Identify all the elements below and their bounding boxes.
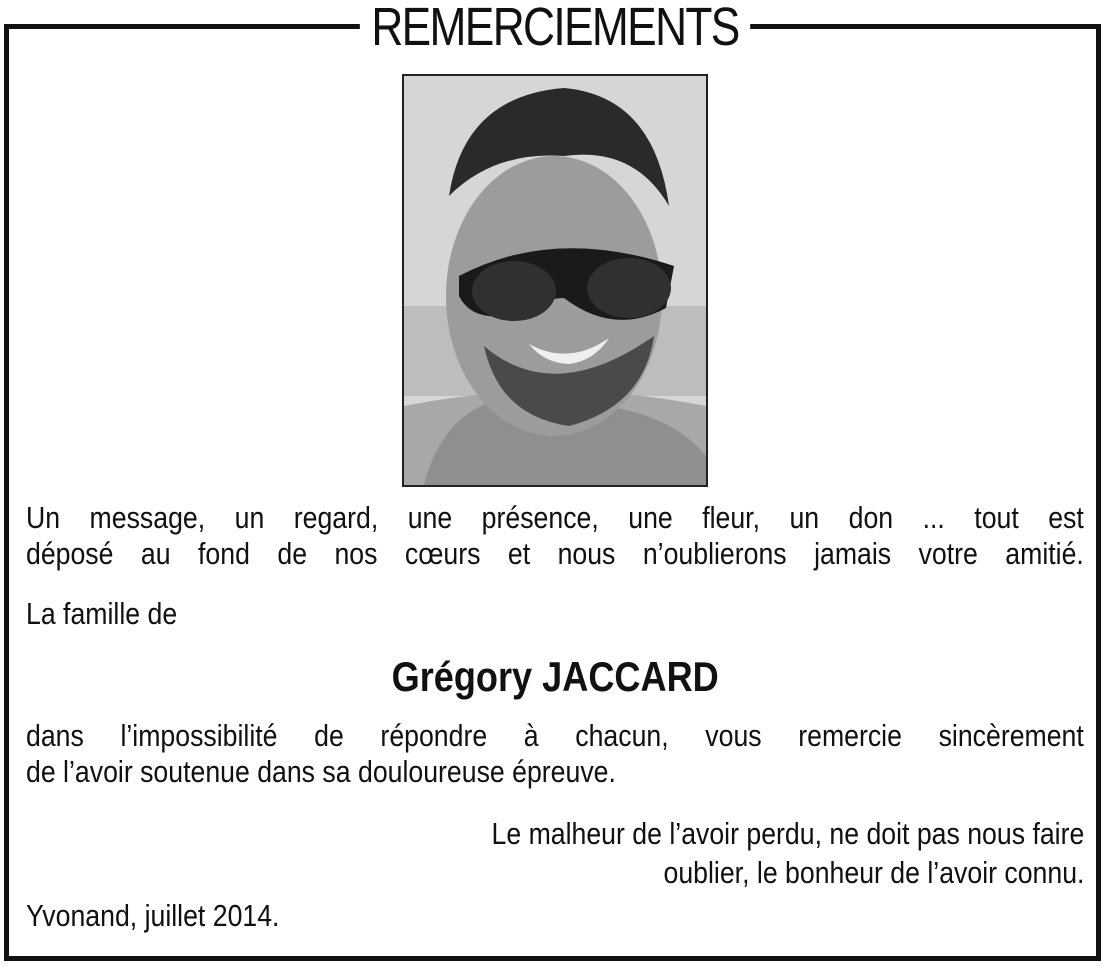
deceased-name-block (0, 652, 1110, 702)
thanks-paragraph (26, 718, 1084, 790)
message-line-1: Un message, un regard, une présence, une fleur, un don ... tout est (26, 500, 1084, 535)
deceased-name: Grégory JACCARD (391, 653, 719, 700)
family-intro: La famille de (26, 596, 178, 631)
message-paragraph (26, 500, 1084, 572)
thanks-line-2: de l’avoir soutenue dans sa douloureuse épreuve. (26, 754, 616, 789)
thanks-line-1: dans l’impossibilité de répondre à chacun, vous remercie sincèrement (26, 718, 1084, 753)
quote-line-2: oublier, le bonheur de l’avoir connu. (663, 855, 1084, 890)
quote-line-1: Le malheur de l’avoir perdu, ne doit pas nous faire (491, 816, 1084, 851)
message-line-2: déposé au fond de nos cœurs et nous n’oublierons jamais votre amitié. (26, 536, 1084, 571)
place-date: Yvonand, juillet 2014. (26, 898, 280, 933)
notice-title: REMERCIEMENTS (360, 0, 750, 56)
portrait-photo (402, 74, 708, 487)
